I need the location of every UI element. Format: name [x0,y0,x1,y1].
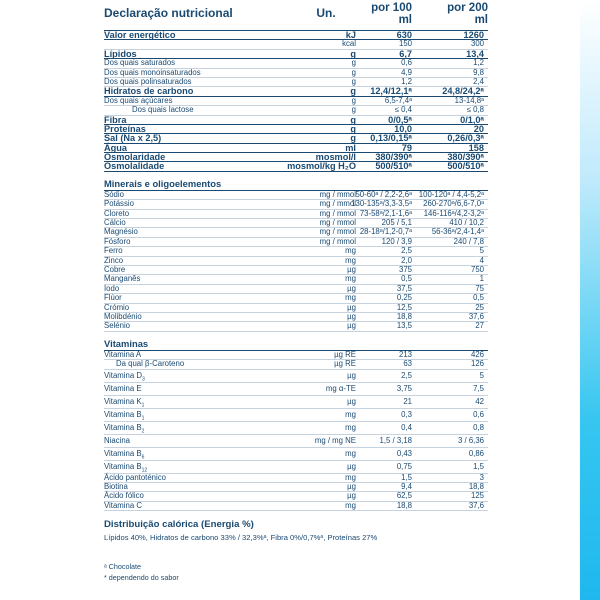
nutrient-name: Da qual β-Caroteno [116,359,185,369]
value-per-200ml: 3 [479,472,484,482]
unit-cell: mg [345,500,356,510]
unit-cell: g [351,105,356,115]
footnote-flavour: * dependendo do sabor [104,573,179,583]
value-per-100ml: 4,9 [401,67,412,77]
nutrient-name: Vitamina $B_6$ [104,448,145,461]
unit-cell: µg [347,264,356,274]
nutrient-name: Sal (Na x 2,5) [104,133,162,144]
value-per-100ml: 0,6 [401,58,412,68]
unit-cell: µg [347,461,356,471]
unit-column-header: Un. [316,6,336,20]
value-per-100ml: 73-58ᵃ/2,1-1,6ᵃ [359,208,412,218]
unit-cell: mg [345,409,356,419]
table-title: Declaração nutricional [104,6,233,20]
unit-cell: µg [347,283,356,293]
value-per-200ml: 0,6 [473,409,484,419]
value-per-100ml: 37,5 [396,283,412,293]
value-per-100ml: 150 [398,39,412,49]
nutrient-name: Proteínas [104,123,146,134]
footnote-chocolate: ᵃ Chocolate [104,562,142,572]
value-per-100ml: 62,5 [396,491,412,501]
unit-cell: µg [347,491,356,501]
mineral-row [104,219,488,228]
per-200ml-header: por 200 ml [447,2,488,26]
mineral-row [104,238,488,247]
nutrient-name: Sódio [104,189,124,199]
value-per-100ml: 500/510ᵃ [375,161,412,172]
unit-cell: mg [345,255,356,265]
vitamin-row [104,360,488,369]
unit-cell: g [351,95,356,105]
unit-cell: mosmol/kg H₂O [287,161,356,172]
value-per-200ml: 0,5 [473,293,484,303]
value-per-200ml: 7,5 [473,383,484,393]
value-per-200ml: 1 [479,274,484,284]
nutrient-name: Manganês [104,274,141,284]
value-per-100ml: 21 [403,396,412,406]
value-per-100ml: 9,4 [401,481,412,491]
vitamin-row [104,502,488,511]
nutrient-name: Dos quais açúcares [104,95,173,105]
unit-cell: g [350,114,356,125]
nutrient-name: Vitamina $K_1$ [104,396,145,409]
mineral-row [104,266,488,275]
nutrient-name: Água [104,142,127,153]
value-per-200ml: 56-36ᵃ/2,4-1,4ᵃ [431,227,484,237]
nutrient-name: Vitamina $D_3$ [104,370,145,383]
unit-cell: µg [347,396,356,406]
unit-cell: µg [347,311,356,321]
value-per-200ml: 18,8 [468,481,484,491]
nutrient-row [104,134,488,143]
nutrient-name: Selénio [104,321,131,331]
distribution-title: Distribuição calórica (Energia %) [104,519,254,531]
value-per-100ml: 630 [396,30,412,40]
nutrient-name: Ácido fólico [104,491,144,501]
nutrient-name: Molibdénio [104,311,142,321]
nutrient-name: Biotina [104,481,128,491]
value-per-100ml: 50-60ᵃ / 2,2-2,6ᵃ [355,189,412,199]
unit-cell: mosmol/l [315,152,356,163]
value-per-200ml: 0/1,0ᵃ [460,114,484,125]
nutrient-name: Vitamina E [104,383,142,393]
value-per-200ml: 37,6 [468,500,484,510]
vitamin-row [104,370,488,383]
unit-cell: mg [345,293,356,303]
value-per-100ml: 0/0,5ᵃ [388,114,412,125]
value-per-100ml: 79 [401,142,412,153]
unit-cell: ml [345,142,356,153]
vitamin-subscript: 1 [141,402,145,409]
unit-cell: mg / mmol [319,236,356,246]
mineral-row [104,275,488,284]
vitamin-subscript: 1 [141,415,145,422]
value-per-200ml: 260-270ᵃ/6,6-7,0ᵃ [423,199,484,209]
unit-cell: kcal [342,39,356,49]
nutrient-name: Hidratos de carbono [104,86,194,97]
value-per-100ml: 6,7 [399,48,412,59]
nutrient-name: Dos quais polinsaturados [104,76,192,86]
nutrient-name: Vitamina C [104,500,142,510]
value-per-200ml: 9,8 [473,67,484,77]
unit-cell: mg [345,448,356,458]
value-per-100ml: 1,5 [401,472,412,482]
vitamin-row [104,474,488,483]
unit-cell: mg / mmol [319,189,356,199]
value-per-200ml: 1260 [463,30,484,40]
value-per-100ml: 0,13/0,15ᵃ [370,133,412,144]
nutrient-name: Vitamina $B_{12}$ [104,461,148,474]
nutrient-name: Fibra [104,114,127,125]
value-per-200ml: 380/390ᵃ [447,152,484,163]
unit-cell: mg [345,422,356,432]
value-per-200ml: 146-116ᵃ/4,2-3,2ᵃ [423,208,484,218]
mineral-row [104,210,488,219]
value-per-200ml: 42 [475,396,484,406]
nutrient-name: Lípidos [104,48,137,59]
value-per-100ml: 213 [398,349,412,359]
value-per-200ml: 5 [479,246,484,256]
value-per-100ml: 0,75 [396,461,412,471]
nutrient-row [104,125,488,134]
vitamin-subscript: 2 [141,428,145,435]
nutrient-name: Osmolalidade [104,161,165,172]
value-per-100ml: 28-18ᵃ/1,2-0,7ᵃ [359,227,412,237]
value-per-100ml: 10,0 [394,123,412,134]
unit-cell: mg / mg NE [314,435,356,445]
nutrient-name: Dos quais saturados [104,58,176,68]
unit-cell: mg / mmol [319,218,356,228]
side-color-stripe [580,0,600,600]
vitamin-row [104,435,488,448]
main-nutrients [104,31,488,172]
vitamin-subscript: 3 [142,376,145,383]
minerals-section-title: Minerais e oligoelementos [104,172,488,191]
value-per-200ml: ≤ 0,8 [466,105,484,115]
value-per-200ml: 27 [475,321,484,331]
mineral-row [104,247,488,256]
nutrient-name: Potássio [104,199,134,209]
nutrient-name: Vitamina $B_2$ [104,422,145,435]
value-per-100ml: 18,8 [396,311,412,321]
value-per-200ml: 75 [475,283,484,293]
vitamin-row [104,383,488,396]
vitamins-section-title: Vitaminas [104,332,488,351]
value-per-100ml: 2,5 [401,370,412,380]
value-per-100ml: 0,25 [396,293,412,303]
nutrient-name: Niacina [104,435,131,445]
nutrient-row [104,116,488,125]
vitamin-subscript: 6 [141,454,145,461]
value-per-200ml: 750 [470,264,484,274]
nutrient-name: Iodo [104,283,120,293]
vitamin-row [104,461,488,474]
nutrition-table [104,0,488,582]
unit-cell: mg [345,472,356,482]
nutrient-name: Dos quais lactose [132,105,194,115]
value-per-100ml: 3,75 [396,383,412,393]
value-per-200ml: 240 / 7,8 [453,236,484,246]
nutrient-row [104,40,488,49]
nutrient-row [104,162,488,171]
vitamin-row [104,448,488,461]
value-per-100ml: 0,43 [396,448,412,458]
vitamin-row [104,409,488,422]
nutrient-name: Osmolaridade [104,152,166,163]
value-per-200ml: 500/510ᵃ [447,161,484,172]
unit-cell: g [350,86,356,97]
value-per-200ml: 300 [470,39,484,49]
value-per-200ml: 2,4 [473,76,484,86]
mineral-row [104,313,488,322]
minerals-list [104,191,488,332]
mineral-row [104,228,488,237]
value-per-200ml: 24,8/24,2ᵃ [442,86,484,97]
value-per-100ml: 130-135ᵃ/3,3-3,5ᵃ [351,199,412,209]
nutrient-name: Valor energético [104,30,176,40]
value-per-200ml: 4 [479,255,484,265]
nutrient-name: Cobre [104,264,126,274]
value-per-200ml: 126 [470,359,484,369]
distribution-text: Lípidos 40%, Hidratos de carbono 33% / 32,3%ᵃ, Fibra 0%/0,7%ᵃ, Proteínas 27% [104,533,378,543]
unit-cell: µg [347,370,356,380]
nutrient-name: Vitamina $B_1$ [104,409,145,422]
value-per-100ml: 13,5 [396,321,412,331]
unit-cell: mg α-TE [325,383,356,393]
nutrient-name: Dos quais monoinsaturados [104,67,201,77]
value-per-200ml: 1,5 [473,461,484,471]
unit-cell: µg [347,302,356,312]
nutrient-name: Zinco [104,255,124,265]
value-per-200ml: 0,26/0,3ᵃ [447,133,484,144]
unit-cell: mg / mmol [319,227,356,237]
value-per-200ml: 13-14,8ᵃ [454,95,484,105]
mineral-row [104,322,488,331]
vitamin-row [104,396,488,409]
unit-cell: g [351,67,356,77]
unit-cell: µg [347,321,356,331]
unit-cell: g [350,123,356,134]
value-per-200ml: 3 / 6,36 [457,435,484,445]
value-per-200ml: 20 [473,123,484,134]
value-per-200ml: 13,4 [466,48,484,59]
value-per-200ml: 37,6 [468,311,484,321]
value-per-100ml: 0,5 [401,274,412,284]
unit-cell: µg RE [334,359,356,369]
vitamin-row [104,422,488,435]
nutrient-name: Flúor [104,293,122,303]
vitamin-subscript: 12 [141,467,148,474]
nutrient-name: Crómio [104,302,130,312]
value-per-200ml: 25 [475,302,484,312]
table-header [104,0,488,31]
value-per-200ml: 125 [470,491,484,501]
value-per-200ml: 426 [470,349,484,359]
unit-cell: mg [345,274,356,284]
value-per-100ml: 63 [403,359,412,369]
nutrient-name: Ferro [104,246,123,256]
value-per-100ml: 2,0 [401,255,412,265]
mineral-row [104,285,488,294]
nutrient-name: Fósforo [104,236,131,246]
unit-cell: g [351,76,356,86]
value-per-100ml: 12,4/12,1ᵃ [370,86,412,97]
value-per-100ml: 375 [398,264,412,274]
nutrient-row [104,106,488,115]
value-per-100ml: 120 / 3,9 [381,236,412,246]
value-per-100ml: 18,8 [396,500,412,510]
value-per-100ml: 6,5-7,4ᵃ [384,95,412,105]
unit-cell: g [350,48,356,59]
value-per-200ml: 0,8 [473,422,484,432]
value-per-100ml: 2,5 [401,246,412,256]
value-per-100ml: 12,5 [396,302,412,312]
value-per-100ml: 0,3 [401,409,412,419]
nutrient-name: Vitamina A [104,349,142,359]
value-per-100ml: 205 / 5,1 [381,218,412,228]
unit-cell: kJ [345,30,356,40]
nutrient-name: Ácido pantoténico [104,472,166,482]
vitamin-row [104,483,488,492]
unit-cell: mg [345,246,356,256]
nutrient-name: Magnésio [104,227,138,237]
nutrient-name: Cálcio [104,218,126,228]
unit-cell: mg / mmol [319,199,356,209]
value-per-200ml: 410 / 10,2 [449,218,484,228]
value-per-200ml: 100-120ᵃ / 4,4-5,2ᵃ [418,189,484,199]
unit-cell: g [350,133,356,144]
vitamins-list [104,351,488,511]
unit-cell: g [351,58,356,68]
value-per-200ml: 1,2 [473,58,484,68]
mineral-row [104,304,488,313]
mineral-row [104,257,488,266]
nutrient-name: Cloreto [104,208,130,218]
value-per-100ml: ≤ 0,4 [394,105,412,115]
per-100ml-header: por 100 ml [371,2,412,26]
unit-cell: µg RE [334,349,356,359]
value-per-200ml: 0,86 [468,448,484,458]
value-per-100ml: 1,5 / 3,18 [379,435,412,445]
value-per-100ml: 380/390ᵃ [375,152,412,163]
unit-cell: µg [347,481,356,491]
value-per-100ml: 1,2 [401,76,412,86]
mineral-row [104,294,488,303]
value-per-100ml: 0,4 [401,422,412,432]
nutrient-row [104,31,488,40]
value-per-200ml: 5 [479,370,484,380]
unit-cell: mg / mmol [319,208,356,218]
value-per-200ml: 158 [468,142,484,153]
vitamin-row [104,492,488,501]
